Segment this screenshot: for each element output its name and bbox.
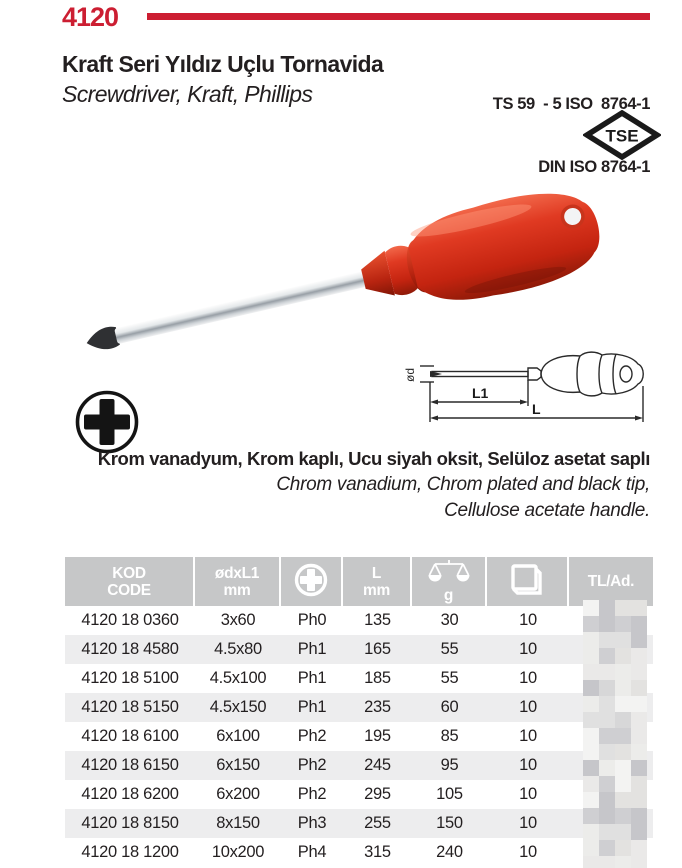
table-row xyxy=(65,722,653,751)
table-body xyxy=(65,606,653,867)
cell-size: 4.5x80 xyxy=(214,640,262,658)
diameter-label: ød xyxy=(403,367,417,382)
cell-weight: 30 xyxy=(440,611,459,629)
cell-code: 4120 18 5150 xyxy=(81,698,179,716)
cell-pack: 10 xyxy=(519,611,537,629)
table-row xyxy=(65,664,653,693)
cell-weight: 150 xyxy=(436,814,463,832)
header-rule xyxy=(147,13,650,20)
cell-tip: Ph1 xyxy=(297,698,327,716)
cell-pack: 10 xyxy=(519,669,537,687)
cell-tip: Ph2 xyxy=(297,727,327,745)
table-row xyxy=(65,838,653,867)
dimension-drawing xyxy=(400,344,682,441)
cell-size: 3x60 xyxy=(220,611,256,629)
length-header-line1: L xyxy=(371,564,382,582)
tse-logo-text: TSE xyxy=(605,126,639,146)
package-icon xyxy=(509,563,545,601)
cell-length: 255 xyxy=(364,814,391,832)
cell-pack: 10 xyxy=(519,814,537,832)
cell-length: 165 xyxy=(364,640,391,658)
table-row xyxy=(65,635,653,664)
cell-size: 4.5x150 xyxy=(209,698,267,716)
cell-pack: 10 xyxy=(519,785,537,803)
cell-size: 10x200 xyxy=(211,843,265,861)
table-header-row xyxy=(65,557,653,606)
page-title: 4120 xyxy=(62,2,119,32)
cell-code: 4120 18 6150 xyxy=(81,756,179,774)
cell-code: 4120 18 1200 xyxy=(81,843,179,861)
column-header-phillips xyxy=(281,557,343,606)
shaft-length-label: L1 xyxy=(472,385,489,401)
cell-tip: Ph1 xyxy=(297,640,327,658)
cell-code: 4120 18 6200 xyxy=(81,785,179,803)
product-table xyxy=(65,557,653,867)
column-header-code xyxy=(65,557,195,606)
cell-length: 315 xyxy=(364,843,391,861)
product-title-english: Screwdriver, Kraft, Phillips xyxy=(62,81,313,107)
cell-length: 185 xyxy=(364,669,391,687)
tse-logo-icon xyxy=(583,110,661,165)
phillips-icon xyxy=(294,563,328,601)
table-row xyxy=(65,780,653,809)
scale-icon xyxy=(428,559,470,589)
cell-code: 4120 18 5100 xyxy=(81,669,179,687)
cell-tip: Ph1 xyxy=(297,669,327,687)
code-header-line1: KOD xyxy=(112,564,146,582)
cell-tip: Ph2 xyxy=(297,785,327,803)
cell-size: 6x100 xyxy=(216,727,260,745)
redacted-price-area xyxy=(583,600,647,868)
cell-pack: 10 xyxy=(519,756,537,774)
description-turkish: Krom vanadyum, Krom kaplı, Ucu siyah oksit, Selüloz asetat saplı xyxy=(97,448,650,469)
column-header-size xyxy=(195,557,281,606)
cell-tip: Ph3 xyxy=(297,814,327,832)
table-row xyxy=(65,751,653,780)
cell-pack: 10 xyxy=(519,640,537,658)
column-header-weight xyxy=(412,557,487,606)
cell-weight: 55 xyxy=(440,640,459,658)
weight-unit-label: g xyxy=(443,587,454,604)
table-row xyxy=(65,606,653,635)
cell-length: 245 xyxy=(364,756,391,774)
cell-weight: 85 xyxy=(440,727,459,745)
cell-length: 295 xyxy=(364,785,391,803)
cell-tip: Ph2 xyxy=(297,756,327,774)
cell-size: 6x150 xyxy=(216,756,260,774)
cell-tip: Ph4 xyxy=(297,843,327,861)
cell-code: 4120 18 8150 xyxy=(81,814,179,832)
cell-pack: 10 xyxy=(519,698,537,716)
cell-weight: 105 xyxy=(436,785,463,803)
standard-line-1: TS 59 - 5 ISO 8764-1 xyxy=(492,95,650,113)
total-length-label: L xyxy=(532,401,541,417)
standard-line-2: DIN ISO 8764-1 xyxy=(538,158,650,176)
cell-weight: 60 xyxy=(440,698,459,716)
price-header-label: TL/Ad. xyxy=(587,573,635,590)
product-description xyxy=(98,446,650,524)
length-header-line2: mm xyxy=(363,581,390,599)
cell-length: 235 xyxy=(364,698,391,716)
cell-code: 4120 18 6100 xyxy=(81,727,179,745)
cell-tip: Ph0 xyxy=(297,611,327,629)
cell-weight: 55 xyxy=(440,669,459,687)
cell-code: 4120 18 0360 xyxy=(81,611,179,629)
code-header-line2: CODE xyxy=(107,581,151,599)
table-row xyxy=(65,693,653,722)
cell-size: 6x200 xyxy=(216,785,260,803)
cell-pack: 10 xyxy=(519,843,537,861)
cell-pack: 10 xyxy=(519,727,537,745)
size-header-line2: mm xyxy=(223,581,251,599)
size-header-line1: ødxL1 xyxy=(214,564,260,582)
cell-code: 4120 18 4580 xyxy=(81,640,179,658)
cell-weight: 95 xyxy=(440,756,459,774)
column-header-length xyxy=(343,557,412,606)
column-header-package xyxy=(487,557,569,606)
cell-size: 4.5x100 xyxy=(209,669,267,687)
cell-length: 195 xyxy=(364,727,391,745)
product-title-turkish: Kraft Seri Yıldız Uçlu Tornavida xyxy=(62,51,384,77)
description-english-line1: Chrom vanadium, Chrom plated and black tip, xyxy=(276,474,650,495)
table-row xyxy=(65,809,653,838)
column-header-price xyxy=(569,557,653,606)
cell-weight: 240 xyxy=(436,843,463,861)
description-english-line2: Cellulose acetate handle. xyxy=(444,500,650,521)
cell-size: 8x150 xyxy=(216,814,260,832)
cell-length: 135 xyxy=(364,611,391,629)
